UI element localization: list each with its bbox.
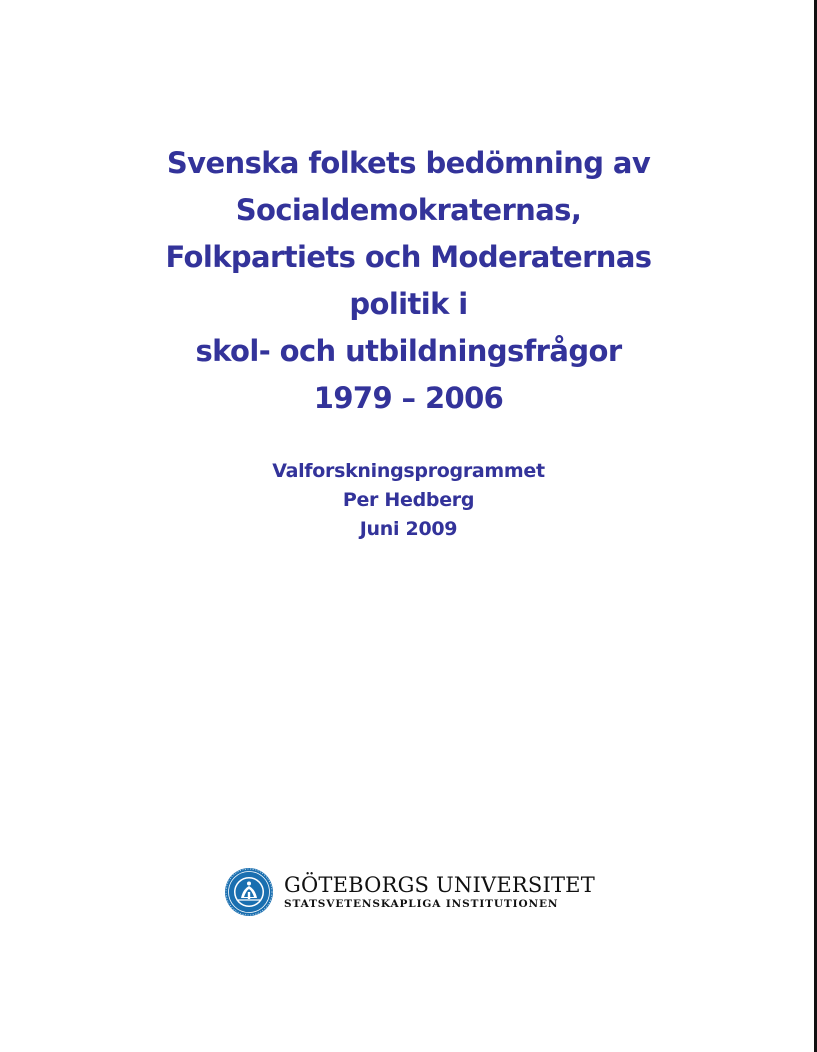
report-meta xyxy=(0,457,817,544)
title-line-5: skol- och utbildningsfrågor xyxy=(195,334,622,368)
author-name: Per Hedberg xyxy=(342,489,475,511)
program-name: Valforskningsprogrammet xyxy=(272,460,545,482)
title-line-2: Socialdemokraternas, xyxy=(235,193,582,227)
publication-date: Juni 2009 xyxy=(359,518,458,540)
title-line-6: 1979 – 2006 xyxy=(313,381,504,415)
department-name: STATSVETENSKAPLIGA INSTITUTIONEN xyxy=(284,898,559,910)
university-name: GÖTEBORGS UNIVERSITET xyxy=(284,873,595,897)
report-title xyxy=(0,140,817,422)
university-seal-icon xyxy=(224,867,274,917)
title-line-4: politik i xyxy=(349,287,468,321)
title-line-1: Svenska folkets bedömning av xyxy=(166,146,651,180)
title-line-3: Folkpartiets och Moderaternas xyxy=(165,240,652,274)
logo-text xyxy=(284,873,595,911)
university-logo xyxy=(224,866,595,918)
